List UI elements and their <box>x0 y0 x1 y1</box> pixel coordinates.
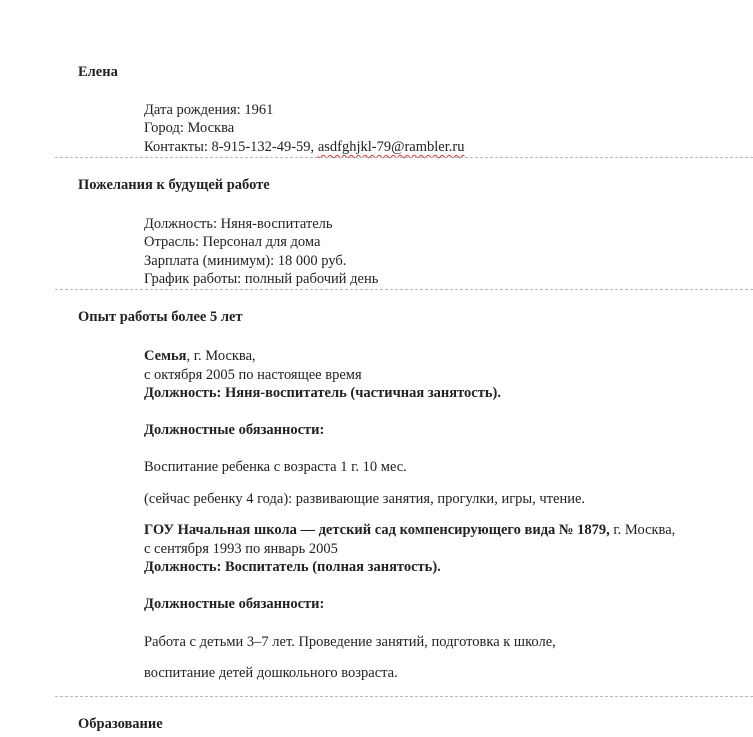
section-divider <box>55 157 753 158</box>
job-employer-location: , г. Москва, <box>186 348 256 364</box>
job-duties-label: Должностные обязанности: <box>144 422 325 438</box>
section-divider <box>55 696 753 697</box>
education-heading: Образование <box>78 716 163 732</box>
job-duty: Работа с детьми 3–7 лет. Проведение занятий, подготовка к школе, <box>144 634 556 650</box>
wish-salary: Зарплата (минимум): 18 000 руб. <box>144 253 347 269</box>
job-period: с октября 2005 по настоящее время <box>144 367 362 383</box>
job-employer <box>144 522 675 539</box>
job-duty: (сейчас ребенку 4 года): развивающие занятия, прогулки, игры, чтение. <box>144 491 586 507</box>
experience-heading: Опыт работы более 5 лет <box>78 309 243 325</box>
contacts <box>144 139 464 156</box>
wishes-heading: Пожелания к будущей работе <box>78 177 270 193</box>
candidate-name: Елена <box>78 64 118 80</box>
job-duty: Воспитание ребенка с возраста 1 г. 10 мес. <box>144 459 407 475</box>
job-employer <box>144 348 256 365</box>
section-divider <box>55 289 753 290</box>
city: Город: Москва <box>144 120 235 136</box>
job-employer-location: г. Москва, <box>609 522 676 538</box>
job-period: с сентября 1993 по январь 2005 <box>144 541 338 557</box>
job-duties-label: Должностные обязанности: <box>144 596 325 612</box>
wish-schedule: График работы: полный рабочий день <box>144 271 379 287</box>
job-position: Должность: Воспитатель (полная занятость). <box>144 559 441 575</box>
birth-date: Дата рождения: 1961 <box>144 102 274 118</box>
job-position: Должность: Няня-воспитатель (частичная занятость). <box>144 385 501 401</box>
job-employer-name: Семья <box>144 348 187 364</box>
wish-position: Должность: Няня-воспитатель <box>144 216 333 232</box>
contacts-phone: Контакты: 8-915-132-49-59, <box>144 139 315 155</box>
job-duty: воспитание детей дошкольного возраста. <box>144 665 398 681</box>
wish-industry: Отрасль: Персонал для дома <box>144 234 321 250</box>
job-employer-name: ГОУ Начальная школа — детский сад компенсирующего вида № 1879, <box>144 522 610 538</box>
contacts-email[interactable]: asdfghjkl-79@rambler.ru <box>317 139 465 155</box>
